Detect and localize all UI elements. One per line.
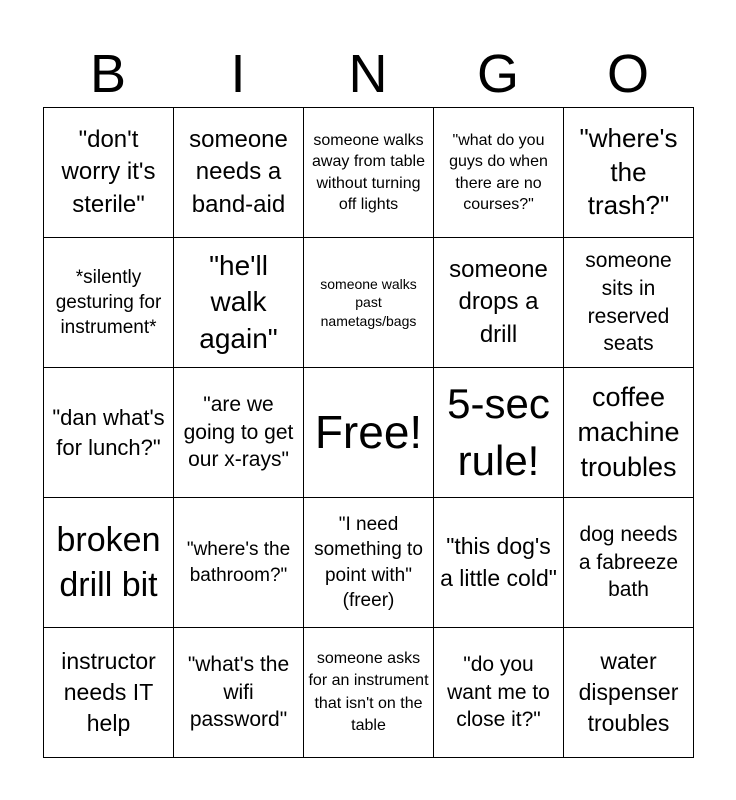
bingo-header xyxy=(43,42,693,106)
bingo-cell-r1-c4[interactable] xyxy=(434,108,564,238)
bingo-cell-text: *silently gesturing for instrument* xyxy=(55,266,162,339)
bingo-cell-text: someone sits in reserved seats xyxy=(585,248,672,356)
bingo-cell-r1-c1[interactable] xyxy=(44,108,174,238)
bingo-cell-r4-c4[interactable] xyxy=(434,498,564,628)
bingo-cell-r2-c5[interactable] xyxy=(564,238,694,368)
bingo-cell-r5-c1[interactable] xyxy=(44,628,174,758)
header-letter-o: O xyxy=(606,44,649,104)
bingo-cell-text: "this dog's a little cold" xyxy=(440,533,557,591)
header-letter-b: B xyxy=(89,44,127,104)
bingo-cell-text: "are we going to get our x-rays" xyxy=(183,392,294,472)
bingo-cell-r5-c5[interactable] xyxy=(564,628,694,758)
bingo-cell-r4-c5[interactable] xyxy=(564,498,694,628)
bingo-cell-r2-c4[interactable] xyxy=(434,238,564,368)
bingo-cell-r5-c4[interactable] xyxy=(434,628,564,758)
free-space-text: Free! xyxy=(314,405,423,458)
bingo-cell-r1-c3[interactable] xyxy=(304,108,434,238)
bingo-cell-text: broken drill bit xyxy=(56,521,161,604)
bingo-cell-text: someone walks away from table without turning off lights xyxy=(312,132,425,213)
bingo-cell-text: instructor needs IT help xyxy=(61,647,156,737)
bingo-cell-text: "don't worry it's sterile" xyxy=(61,125,156,218)
bingo-cell-r2-c2[interactable] xyxy=(174,238,304,368)
bingo-cell-text: 5-sec rule! xyxy=(447,380,550,484)
bingo-cell-r1-c5[interactable] xyxy=(564,108,694,238)
bingo-cell-text: someone walks past nametags/bags xyxy=(320,275,417,329)
bingo-board xyxy=(43,107,694,758)
bingo-cell-text: "do you want me to close it?" xyxy=(447,652,550,732)
bingo-cell-r2-c1[interactable] xyxy=(44,238,174,368)
bingo-cell-r5-c3[interactable] xyxy=(304,628,434,758)
bingo-cell-r4-c3[interactable] xyxy=(304,498,434,628)
bingo-cell-r1-c2[interactable] xyxy=(174,108,304,238)
bingo-cell-text: "what's the wifi password" xyxy=(187,652,290,732)
bingo-cell-r4-c1[interactable] xyxy=(44,498,174,628)
bingo-cell-text: dog needs a fabreeze bath xyxy=(578,522,679,602)
bingo-cell-text: "where's the bathroom?" xyxy=(186,539,291,586)
bingo-cell-text: "dan what's for lunch?" xyxy=(52,404,165,460)
header-letter-n: N xyxy=(348,44,388,104)
bingo-cell-r3-c4[interactable] xyxy=(434,368,564,498)
bingo-cell-text: someone drops a drill xyxy=(449,255,548,348)
bingo-cell-text: water dispenser troubles xyxy=(578,647,679,737)
bingo-cell-text: "he'll walk again" xyxy=(199,249,278,354)
bingo-cell-text: someone needs a band-aid xyxy=(189,125,288,218)
bingo-cell-r3-c5[interactable] xyxy=(564,368,694,498)
bingo-cell-r2-c3[interactable] xyxy=(304,238,434,368)
bingo-cell-text: "where's the trash?" xyxy=(579,122,678,221)
bingo-cell-r3-c2[interactable] xyxy=(174,368,304,498)
header-letter-g: G xyxy=(476,44,519,104)
bingo-cell-text: "what do you guys do when there are no courses?" xyxy=(449,132,548,213)
bingo-cell-text: "I need something to point with" (freer) xyxy=(314,513,423,611)
bingo-cell-r5-c2[interactable] xyxy=(174,628,304,758)
header-letter-i: I xyxy=(230,44,246,104)
bingo-cell-r4-c2[interactable] xyxy=(174,498,304,628)
bingo-cell-r3-c1[interactable] xyxy=(44,368,174,498)
bingo-cell-text: someone asks for an instrument that isn't on the table xyxy=(308,649,429,734)
bingo-cell-text: coffee machine troubles xyxy=(577,381,680,483)
bingo-cell-free[interactable] xyxy=(304,368,434,498)
